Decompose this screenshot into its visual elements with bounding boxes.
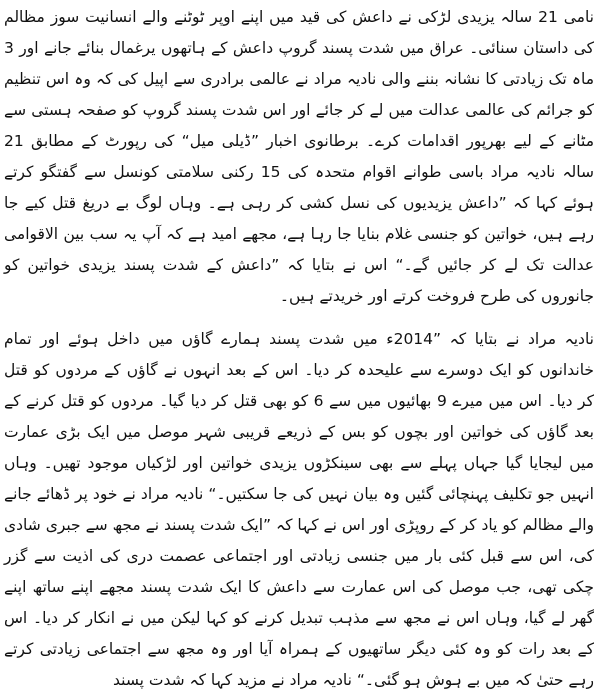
article-body: [4, 2, 595, 689]
article-paragraph-1: نامی 21 سالہ یزیدی لڑکی نے داعش کی قید میں اپنے اوپر ٹوٹنے والے انسانیت سوز مظالم کی داستان سنائی۔ عراق میں شدت پسند گروپ داعش کے ہاتھوں یرغمال بنائے جانے اور 3 ماہ تک زیادتی کا نشانہ بننے والی نادیہ مراد نے عالمی برادری سے اپیل کی کہ وہ اس تنظیم کو جرائم کی عالمی عدالت میں لے کر جائے اور اس شدت پسند گروپ کو صفحہ ہستی سے مٹانے کے لیے بھرپور اقدامات کرے۔ برطانوی اخبار ”ڈیلی میل“ کی رپورٹ کے مطابق 21 سالہ نادیہ مراد باسی طوانے اقوام متحدہ کی 15 رکنی سلامتی کونسل سے گفتگو کرتے ہوئے کہا کہ ”داعش یزیدیوں کی نسل کشی کر رہی ہے۔ وہاں لوگ بے دریغ قتل کیے جا رہے ہیں، خواتین کو جنسی غلام بنایا جا رہا ہے، مجھے امید ہے کہ آپ یہ سب بین الاقوامی عدالت تک لے کر جائیں گے۔“ اس نے بتایا کہ ”داعش کے شدت پسند یزیدی خواتین کو جانوروں کی طرح فروخت کرتے اور خریدتے ہیں۔: [4, 8, 595, 305]
article-paragraph-2: نادیہ مراد نے بتایا کہ ”2014ء میں شدت پسند ہمارے گاؤں میں داخل ہوئے اور تمام خاندانوں کو ایک دوسرے سے علیحدہ کر دیا۔ اس کے بعد انہوں نے گاؤں کے مردوں کو قتل کر دیا۔ اس میں میرے 9 بھائیوں میں سے 6 کو بھی قتل کر دیا گیا۔ مردوں کو قتل کرنے کے بعد گاؤں کی خواتین اور بچوں کو بس کے ذریعے قریبی شہر موصل میں ایک بڑی عمارت میں لیجایا گیا جہاں پہلے سے بھی سینکڑوں یزیدی خواتین اور لڑکیاں موجود تھیں۔ وہاں انہیں جو تکلیف پہنچائی گئیں وہ بیان نہیں کی جا سکتیں۔“ نادیہ مراد نے خود پر ڈھائے جانے والے مظالم کو یاد کر کے روپڑی اور اس نے کہا کہ ”ایک شدت پسند نے مجھ سے جبری شادی کی، اس سے قبل کئی بار میں جنسی زیادتی اور اجتماعی عصمت دری کی اذیت سے گزر چکی تھی، جب موصل کی اس عمارت سے داعش کا ایک شدت پسند مجھے اپنے ساتھ اپنے گھر لے گیا، وہاں اس نے مجھ سے مذہب تبدیل کرنے کو کہا لیکن میں نے انکار کر دیا۔ اس کے بعد رات کو وہ کئی دیگر ساتھیوں کے ہمراہ آیا اور وہ مجھ سے اجتماعی زیادتی کرتے رہے حتیٰ کہ میں بے ہوش ہو گئی۔“ نادیہ مراد نے مزید کہا کہ شدت پسند: [4, 330, 594, 689]
